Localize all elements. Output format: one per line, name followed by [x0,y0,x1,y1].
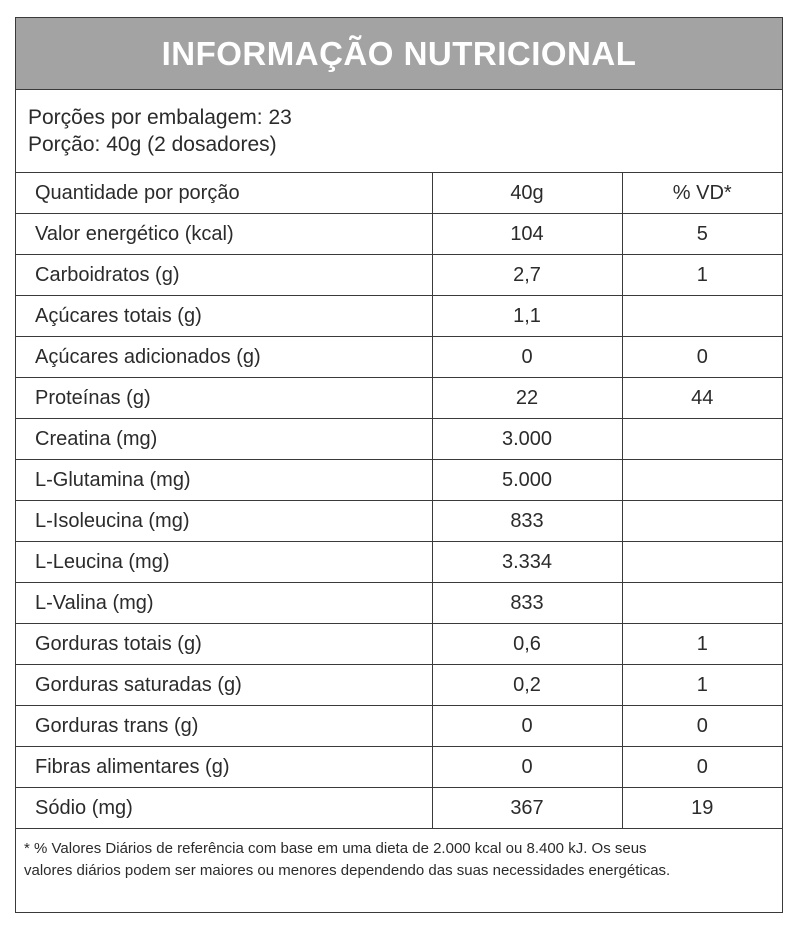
nutrient-name: Creatina (mg) [16,419,432,460]
nutrient-daily-value: 1 [622,665,782,706]
label-title: INFORMAÇÃO NUTRICIONAL [16,18,782,90]
servings-per-package: Porções por embalagem: 23 [28,106,292,129]
nutrient-name: Açúcares adicionados (g) [16,337,432,378]
nutrient-amount: 3.000 [432,419,622,460]
nutrient-amount: 833 [432,501,622,542]
header-amount: 40g [432,173,622,214]
nutrient-amount: 22 [432,378,622,419]
serving-info [16,90,782,172]
table-row [16,542,782,583]
nutrient-name: L-Leucina (mg) [16,542,432,583]
nutrient-amount: 104 [432,214,622,255]
table-row [16,255,782,296]
nutrient-amount: 833 [432,583,622,624]
table-row [16,460,782,501]
nutrient-amount: 0,2 [432,665,622,706]
nutrient-daily-value [622,296,782,337]
nutrient-amount: 3.334 [432,542,622,583]
nutrient-daily-value [622,419,782,460]
nutrient-name: Fibras alimentares (g) [16,747,432,788]
table-row [16,501,782,542]
footnote-line: * % Valores Diários de referência com base em uma dieta de 2.000 kcal ou 8.400 kJ. Os seus [24,840,647,857]
nutrient-name: Carboidratos (g) [16,255,432,296]
nutrient-daily-value [622,583,782,624]
table-row [16,706,782,747]
nutrition-facts-label [15,17,783,913]
table-row [16,624,782,665]
nutrient-amount: 0 [432,706,622,747]
nutrient-amount: 0 [432,747,622,788]
nutrient-daily-value: 5 [622,214,782,255]
nutrient-daily-value [622,542,782,583]
nutrition-table [16,172,782,829]
nutrient-name: L-Glutamina (mg) [16,460,432,501]
nutrient-daily-value: 0 [622,337,782,378]
nutrient-name: Valor energético (kcal) [16,214,432,255]
nutrient-daily-value: 1 [622,624,782,665]
header-daily-value: % VD* [622,173,782,214]
table-row [16,747,782,788]
nutrient-daily-value: 0 [622,706,782,747]
serving-size: Porção: 40g (2 dosadores) [28,133,277,156]
table-row [16,665,782,706]
nutrient-amount: 5.000 [432,460,622,501]
nutrient-name: Sódio (mg) [16,788,432,829]
table-row [16,296,782,337]
nutrient-amount: 1,1 [432,296,622,337]
nutrient-daily-value: 19 [622,788,782,829]
nutrient-name: Gorduras trans (g) [16,706,432,747]
nutrient-amount: 0,6 [432,624,622,665]
table-row [16,788,782,829]
nutrient-name: Proteínas (g) [16,378,432,419]
nutrient-daily-value: 1 [622,255,782,296]
table-row [16,337,782,378]
table-row [16,214,782,255]
nutrient-amount: 2,7 [432,255,622,296]
nutrient-name: Gorduras saturadas (g) [16,665,432,706]
nutrient-amount: 367 [432,788,622,829]
table-header-row [16,173,782,214]
nutrient-name: Gorduras totais (g) [16,624,432,665]
table-row [16,583,782,624]
nutrient-daily-value [622,501,782,542]
daily-value-footnote [16,829,782,882]
nutrient-daily-value [622,460,782,501]
table-row [16,378,782,419]
nutrient-name: L-Isoleucina (mg) [16,501,432,542]
header-quantity-label: Quantidade por porção [16,173,432,214]
nutrient-name: Açúcares totais (g) [16,296,432,337]
table-row [16,419,782,460]
nutrient-name: L-Valina (mg) [16,583,432,624]
footnote-line: valores diários podem ser maiores ou menores dependendo das suas necessidades energéticas. [24,862,671,879]
nutrient-amount: 0 [432,337,622,378]
nutrient-daily-value: 0 [622,747,782,788]
nutrient-daily-value: 44 [622,378,782,419]
